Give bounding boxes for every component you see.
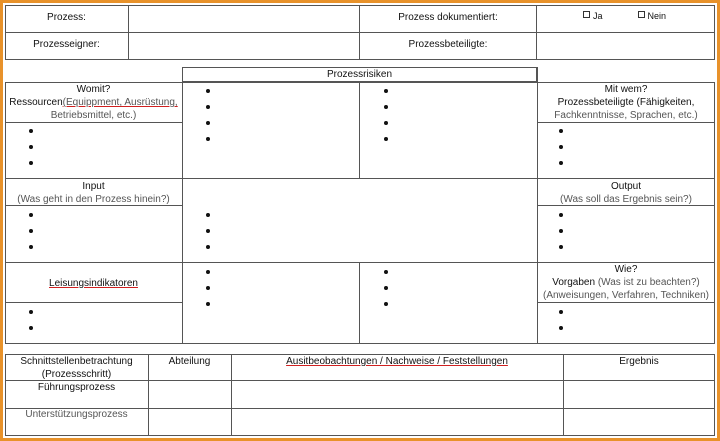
input-cell: [5, 180, 182, 206]
row-fuehrungsprozess: Führungsprozess: [37, 382, 116, 393]
vorgaben-label: Vorgaben: [552, 277, 596, 288]
row1-ergebnis-cell[interactable]: [564, 381, 715, 408]
nein-label: Nein: [647, 11, 667, 21]
mitwem-cell: [537, 83, 715, 122]
checkbox-icon: [583, 11, 590, 18]
mitwem-title: Mit wem?: [604, 84, 648, 95]
row2-beobachtung-cell[interactable]: [232, 409, 563, 436]
row1-abteilung-cell[interactable]: [149, 381, 231, 408]
row-unterstuetzungsprozess: Unterstützungsprozess: [25, 409, 128, 420]
row1-beobachtung-cell[interactable]: [232, 381, 563, 408]
wie-cell: [537, 263, 715, 302]
womit-line2: Betriebsmittel, etc.): [50, 110, 137, 121]
input-title: Input: [82, 181, 105, 192]
leistung-title: Leisungsindikatoren: [49, 278, 138, 289]
ressourcen-label: Ressourcen: [9, 97, 63, 108]
input-subtitle: (Was geht in den Prozess hinein?): [17, 194, 170, 205]
col-schnittstelle-header: [5, 355, 148, 381]
col1-line2: (Prozessschritt): [41, 369, 112, 380]
process-form-sheet: [3, 3, 717, 438]
risiken-title: Prozessrisiken: [326, 69, 393, 80]
beteiligte-label: Prozessbeteiligte:: [408, 39, 488, 50]
checkbox-icon: [638, 11, 645, 18]
wie-line1: (Was ist zu beachten?): [595, 277, 700, 288]
col-abteilung-header: Abteilung: [168, 356, 211, 367]
row2-abteilung-cell[interactable]: [149, 409, 231, 436]
eigner-label: Prozesseigner:: [33, 39, 100, 50]
womit-line1: (Equippment, Ausrüstung,: [62, 97, 178, 108]
output-subtitle: (Was soll das Ergebnis sein?): [560, 194, 692, 205]
wie-line2: (Anweisungen, Verfahren, Techniken): [542, 290, 710, 301]
dokumentiert-options: [583, 11, 713, 21]
row2-ergebnis-cell[interactable]: [564, 409, 715, 436]
prozess-field[interactable]: [129, 6, 359, 32]
womit-title: Womit?: [76, 84, 111, 95]
nein-checkbox[interactable]: [638, 11, 667, 21]
mitwem-line1: Prozessbeteiligte (Fähigkeiten,: [557, 97, 695, 108]
dokumentiert-label: Prozess dokumentiert:: [398, 12, 498, 23]
wie-title: Wie?: [614, 264, 638, 275]
col-beobachtungen-header: Ausitbeobachtungen / Nachweise / Feststellungen: [286, 356, 508, 367]
col1-line1: Schnittstellenbetrachtung: [20, 356, 133, 367]
output-title: Output: [610, 181, 642, 192]
prozess-label: Prozess:: [47, 12, 86, 23]
mitwem-line2: Fachkenntnisse, Sprachen, etc.): [554, 110, 698, 121]
ja-checkbox[interactable]: [583, 11, 603, 21]
womit-cell: [5, 83, 182, 122]
beteiligte-field[interactable]: [537, 33, 715, 60]
col-ergebnis-header: Ergebnis: [619, 356, 659, 367]
leistung-cell: [5, 277, 182, 290]
eigner-field[interactable]: [129, 33, 359, 60]
output-cell: [537, 180, 715, 206]
ja-label: Ja: [593, 11, 603, 21]
